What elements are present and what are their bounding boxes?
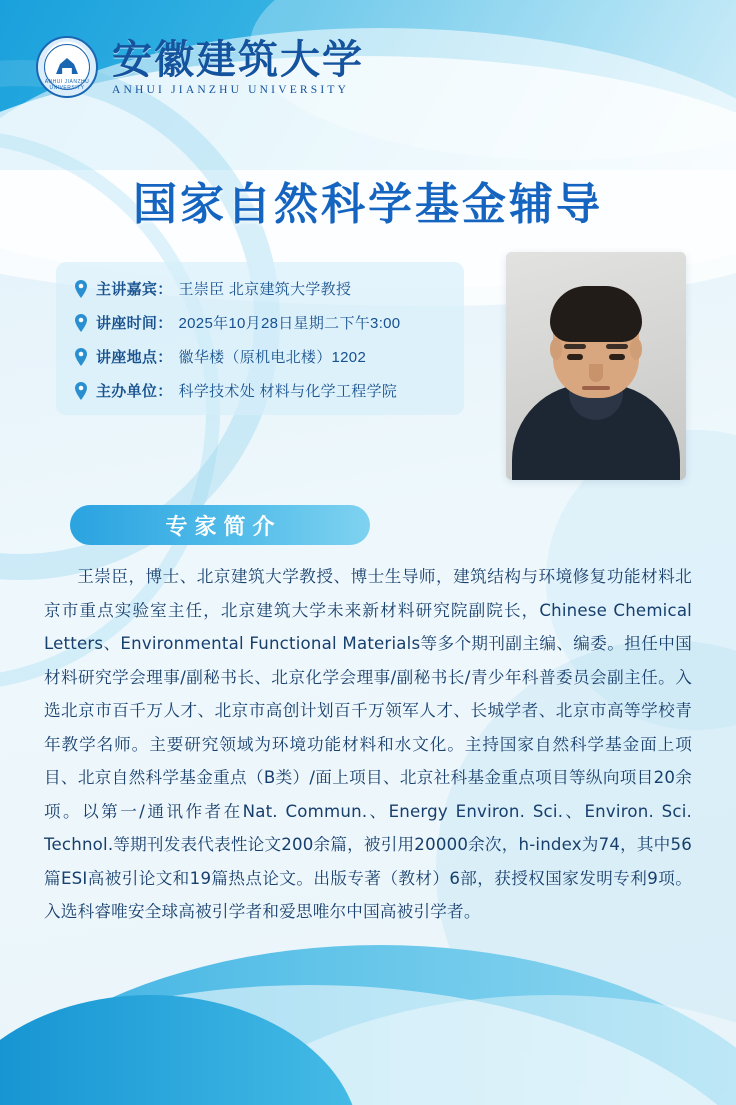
info-label-time: 讲座时间： <box>96 315 173 332</box>
university-name-en: ANHUI JIANZHU UNIVERSITY <box>112 83 350 96</box>
info-row-organizer <box>74 380 446 401</box>
info-label-speaker: 主讲嘉宾： <box>96 281 173 298</box>
portrait-brow-left <box>564 344 586 349</box>
portrait-eye-right <box>609 354 625 360</box>
info-value-location: 徽华楼（原机电北楼）1202 <box>178 349 367 366</box>
info-row-location <box>74 346 446 367</box>
info-value-time: 2025年10月28日星期二下午3:00 <box>178 315 401 332</box>
portrait-mouth <box>582 386 610 390</box>
info-value-speaker: 王崇臣 北京建筑大学教授 <box>178 281 352 298</box>
portrait-brow-right <box>606 344 628 349</box>
portrait-nose <box>589 364 603 382</box>
seal-text: ANHUI JIANZHU UNIVERSITY <box>44 79 90 91</box>
footer-decoration <box>0 930 736 1105</box>
info-row-speaker <box>74 278 446 299</box>
university-logo <box>36 36 364 98</box>
section-heading-text: 专家简介 <box>165 513 282 540</box>
event-info-card <box>56 262 464 415</box>
university-seal-icon <box>36 36 98 98</box>
speaker-portrait <box>506 252 686 480</box>
info-label-organizer: 主办单位： <box>96 383 173 400</box>
university-name-cn: 安徽建筑大学 <box>112 35 364 83</box>
portrait-hair <box>550 286 642 342</box>
info-row-time <box>74 312 446 333</box>
university-name-block <box>112 35 364 96</box>
location-pin-icon <box>74 314 88 332</box>
page-title: 国家自然科学基金辅导 <box>133 179 603 230</box>
info-value-organizer: 科学技术处 材料与化学工程学院 <box>178 383 398 400</box>
section-heading-banner <box>70 505 370 545</box>
portrait-ear-left <box>550 338 562 360</box>
location-pin-icon <box>74 382 88 400</box>
location-pin-icon <box>74 280 88 298</box>
info-label-location: 讲座地点： <box>96 349 173 366</box>
portrait-ear-right <box>630 338 642 360</box>
speaker-biography: 王崇臣，博士、北京建筑大学教授、博士生导师，建筑结构与环境修复功能材料北京市重点实验室主任，北京建筑大学未来新材料研究院副院长，Chinese Chemical Letters、Environmental Functional Materials等多个期刊副主编、编委。担任中国材料研究学会理事/副秘书长、北京化学会理事/副秘书长/青少年科普委员会副主任。入选北京市百千万人才、北京市高创计划百千万领军人才、长城学者、北京市高等学校青年教学名师。主要研究领域为环境功能材料和水文化。主持国家自然科学基金面上项目、北京自然科学基金重点（B类）/面上项目、北京社科基金重点项目等纵向项目20余项。以第一/通讯作者在Nat. Commun.、Energy Environ. Sci.、Environ. Sci. Technol.等期刊发表代表性论文200余篇，被引用20000余次，h-index为74，其中56篇ESI高被引论文和19篇热点论文。出版专著（教材）6部，获授权国家发明专利9项。入选科睿唯安全球高被引学者和爱思唯尔中国高被引学者。 <box>44 567 692 922</box>
portrait-eye-left <box>567 354 583 360</box>
seal-building-icon <box>56 58 78 74</box>
location-pin-icon <box>74 348 88 366</box>
